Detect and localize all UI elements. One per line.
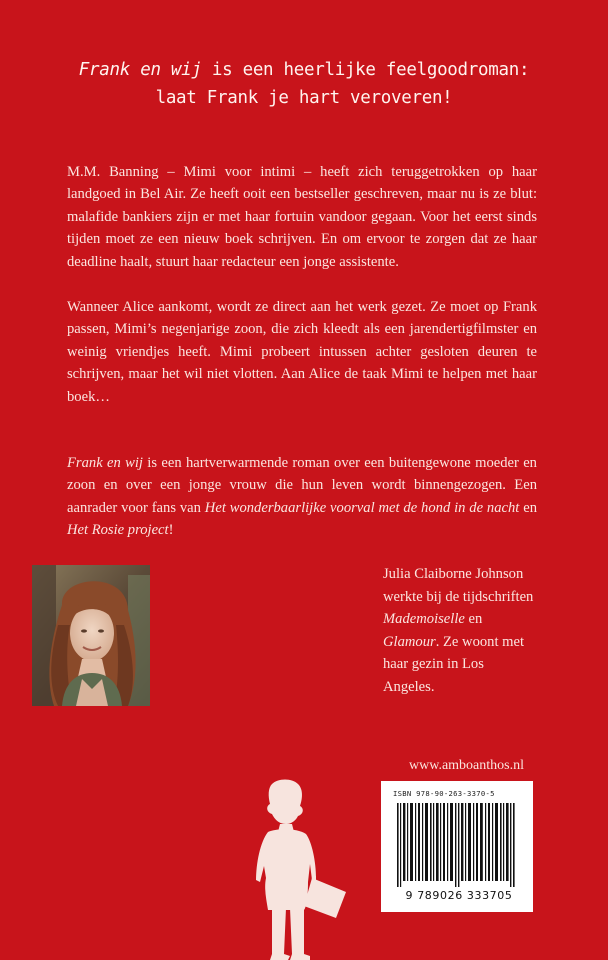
blurb-paragraph-3-text	[67, 452, 537, 542]
isbn-label: ISBN 978-90-263-3370-5	[393, 789, 495, 798]
barcode-bars	[395, 803, 519, 887]
blurb-p3-part-a: is een hartverwarmende roman over een buitengewone moeder en zoon en over een jonge vrouw die hun leven wordt binnengezogen. Een aanrader voor fans van	[67, 455, 537, 516]
author-bio-part-b: en	[464, 611, 483, 628]
author-portrait-image	[32, 565, 150, 706]
blurb-comparison-book-1: Het wonderbaarlijke voorval met de hond in de nacht	[204, 499, 520, 516]
publisher-website: www.amboanthos.nl	[409, 758, 524, 773]
tagline-line-2: laat Frank je hart veroveren!	[155, 88, 453, 108]
blurb-book-title: Frank en wij	[67, 455, 143, 471]
blurb-paragraph-3	[67, 452, 537, 542]
blurb-paragraph-2-text: Wanneer Alice aankomt, wordt ze direct aan het werk gezet. Ze moet op Frank passen, Mimi’s negenjarige zoon, die zich kleedt als een jarendertigfilmster en weinig vriendjes heeft. Mimi probeert intussen achter gesloten deuren te schrijven, maar het wil niet vlotten. Aan Alice de taak Mimi te helpen met haar boek…	[67, 299, 537, 405]
author-bio-part-c: . Ze woont met haar gezin in Los Angeles.	[383, 633, 525, 695]
blurb-p3-part-b: en	[519, 499, 537, 516]
blurb-comparison-book-2: Het Rosie project	[67, 522, 169, 539]
blurb-paragraph-2	[67, 296, 537, 408]
tagline-line-1	[40, 56, 568, 84]
tagline-line-1-rest: is een heerlijke feelgoodroman:	[201, 60, 530, 80]
magazine-name-2: Glamour	[383, 633, 436, 650]
author-bio	[383, 563, 538, 699]
author-bio-part-a: Julia Claiborne Johnson werkte bij de tijdschriften	[383, 566, 534, 605]
magazine-name-1: Mademoiselle	[383, 611, 465, 628]
blurb-paragraph-1	[67, 161, 537, 273]
blurb-p3-part-c: !	[168, 522, 174, 539]
boy-silhouette-illustration	[232, 778, 352, 960]
barcode-digits: 9 789026 333705	[405, 889, 513, 902]
barcode	[381, 781, 533, 912]
author-photo	[32, 565, 150, 706]
tagline	[40, 56, 568, 112]
blurb-paragraph-1-text: M.M. Banning – Mimi voor intimi – heeft zich teruggetrokken op haar landgoed in Bel Air. Ze heeft ooit een bestseller geschreven, maar nu is ze blut: malafide bankiers zijn er met haar fortuin vandoor gegaan. Voor het eerst sinds tijden moet ze een nieuw boek schrijven. En om ervoor te zorgen dat ze haar deadline haalt, stuurt haar redacteur een jonge assistente.	[67, 164, 537, 270]
tagline-book-title: Frank en wij	[78, 60, 202, 80]
